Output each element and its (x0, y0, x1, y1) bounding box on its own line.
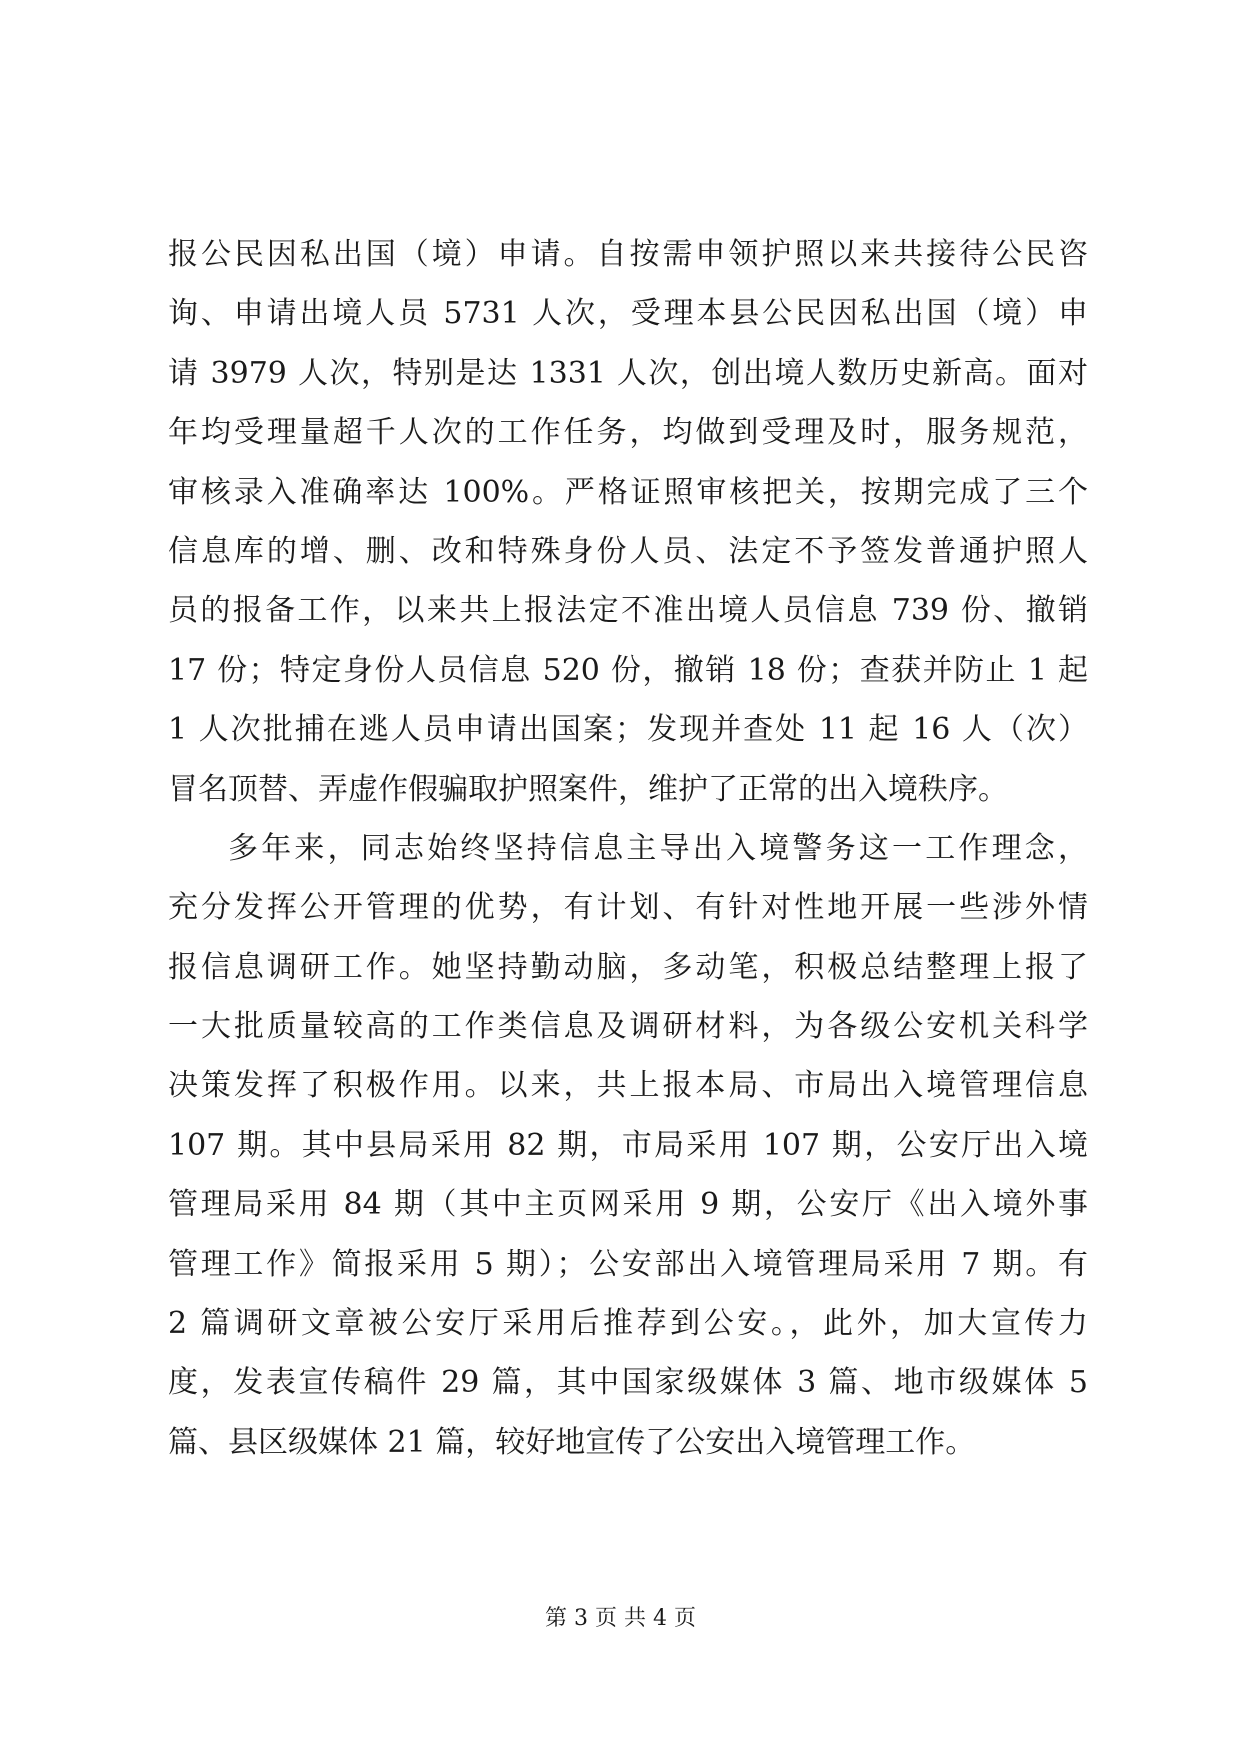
text-line: 多年来，同志始终坚持信息主导出入境警务这一工作理念， (228, 830, 1088, 866)
text-line: 1 人次批捕在逃人员申请出国案；发现并查处 11 起 16 人（次） (168, 712, 1088, 748)
text-line: 报信息调研工作。她坚持勤动脑，多动笔，积极总结整理上报了 (168, 949, 1088, 985)
text-line: 充分发挥公开管理的优势，有计划、有针对性地开展一些涉外情 (168, 890, 1088, 926)
page-number-label: 第 3 页 共 4 页 (545, 1606, 696, 1631)
text-line: 篇、县区级媒体 21 篇，较好地宣传了公安出入境管理工作。 (168, 1424, 976, 1460)
text-line: 审核录入准确率达 100%。严格证照审核把关，按期完成了三个 (168, 474, 1088, 510)
body-text (168, 225, 1088, 1472)
text-line: 请 3979 人次，特别是达 1331 人次，创出境人数历史新高。面对 (168, 355, 1088, 391)
text-line: 17 份；特定身份人员信息 520 份，撤销 18 份；查获并防止 1 起 (168, 652, 1088, 688)
text-line: 决策发挥了积极作用。以来，共上报本局、市局出入境管理信息 (168, 1068, 1088, 1104)
text-line: 员的报备工作，以来共上报法定不准出境人员信息 739 份、撤销 (168, 593, 1088, 629)
text-line: 冒名顶替、弄虚作假骗取护照案件，维护了正常的出入境秩序。 (168, 771, 1008, 807)
text-line: 一大批质量较高的工作类信息及调研材料，为各级公安机关科学 (168, 1009, 1088, 1045)
text-line: 信息库的增、删、改和特殊身份人员、法定不予签发普通护照人 (168, 533, 1088, 569)
text-line: 报公民因私出国（境）申请。自按需申领护照以来共接待公民咨 (168, 237, 1088, 272)
text-line: 年均受理量超千人次的工作任务，均做到受理及时，服务规范， (168, 415, 1088, 451)
text-line: 107 期。其中县局采用 82 期，市局采用 107 期，公安厅出入境 (168, 1127, 1088, 1163)
text-line: 管理工作》简报采用 5 期）；公安部出入境管理局采用 7 期。有 (168, 1246, 1088, 1282)
page-footer (0, 1604, 1241, 1634)
text-line: 2 篇调研文章被公安厅采用后推荐到公安。，此外，加大宣传力 (168, 1306, 1088, 1342)
paragraph-2 (168, 819, 1088, 1472)
text-line: 询、申请出境人员 5731 人次，受理本县公民因私出国（境）申 (168, 296, 1088, 332)
text-line: 管理局采用 84 期（其中主页网采用 9 期，公安厅《出入境外事 (168, 1187, 1088, 1223)
text-line: 度，发表宣传稿件 29 篇，其中国家级媒体 3 篇、地市级媒体 5 (168, 1365, 1088, 1401)
paragraph-1 (168, 225, 1088, 819)
